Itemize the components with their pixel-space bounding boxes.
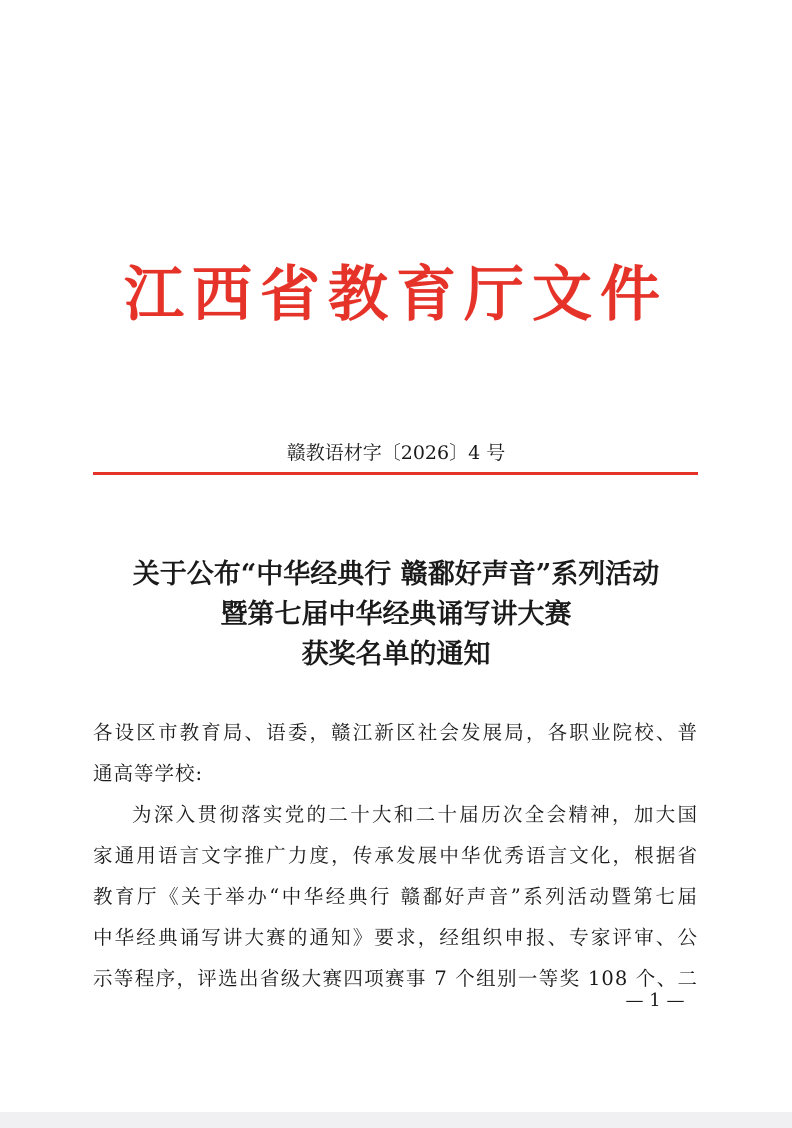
paragraph-line-4: 中华经典诵写讲大赛的通知》要求，经组织申报、专家评审、公 — [93, 926, 698, 949]
red-divider-line — [93, 472, 698, 475]
document-number: 赣教语材字〔2026〕4 号 — [286, 442, 506, 464]
paragraph-line-2: 家通用语言文字推广力度，传承发展中华优秀语言文化，根据省 — [93, 844, 698, 867]
notice-body — [93, 712, 698, 999]
salutation-line-1: 各设区市教育局、语委，赣江新区社会发展局，各职业院校、普 — [93, 721, 698, 744]
document-masthead: 江西省教育厅文件 — [124, 260, 668, 330]
viewer-bottom-edge — [0, 1112, 792, 1128]
paragraph-line-3: 教育厅《关于举办“中华经典行 赣鄱好声音”系列活动暨第七届 — [93, 885, 698, 908]
page-number: — 1 — — [625, 990, 685, 1011]
notice-title-line-2: 暨第七届中华经典诵写讲大赛 — [220, 599, 572, 630]
salutation-line-2: 通高等学校: — [93, 762, 204, 785]
notice-title-line-3: 获奖名单的通知 — [301, 639, 491, 670]
notice-title — [0, 555, 792, 675]
paragraph-line-5: 示等程序，评选出省级大赛四项赛事 7 个组别一等奖 108 个、二 — [93, 967, 698, 990]
paragraph-line-1: 为深入贯彻落实党的二十大和二十届历次全会精神，加大国 — [132, 803, 698, 826]
notice-title-line-1: 关于公布“中华经典行 赣鄱好声音”系列活动 — [132, 559, 660, 590]
